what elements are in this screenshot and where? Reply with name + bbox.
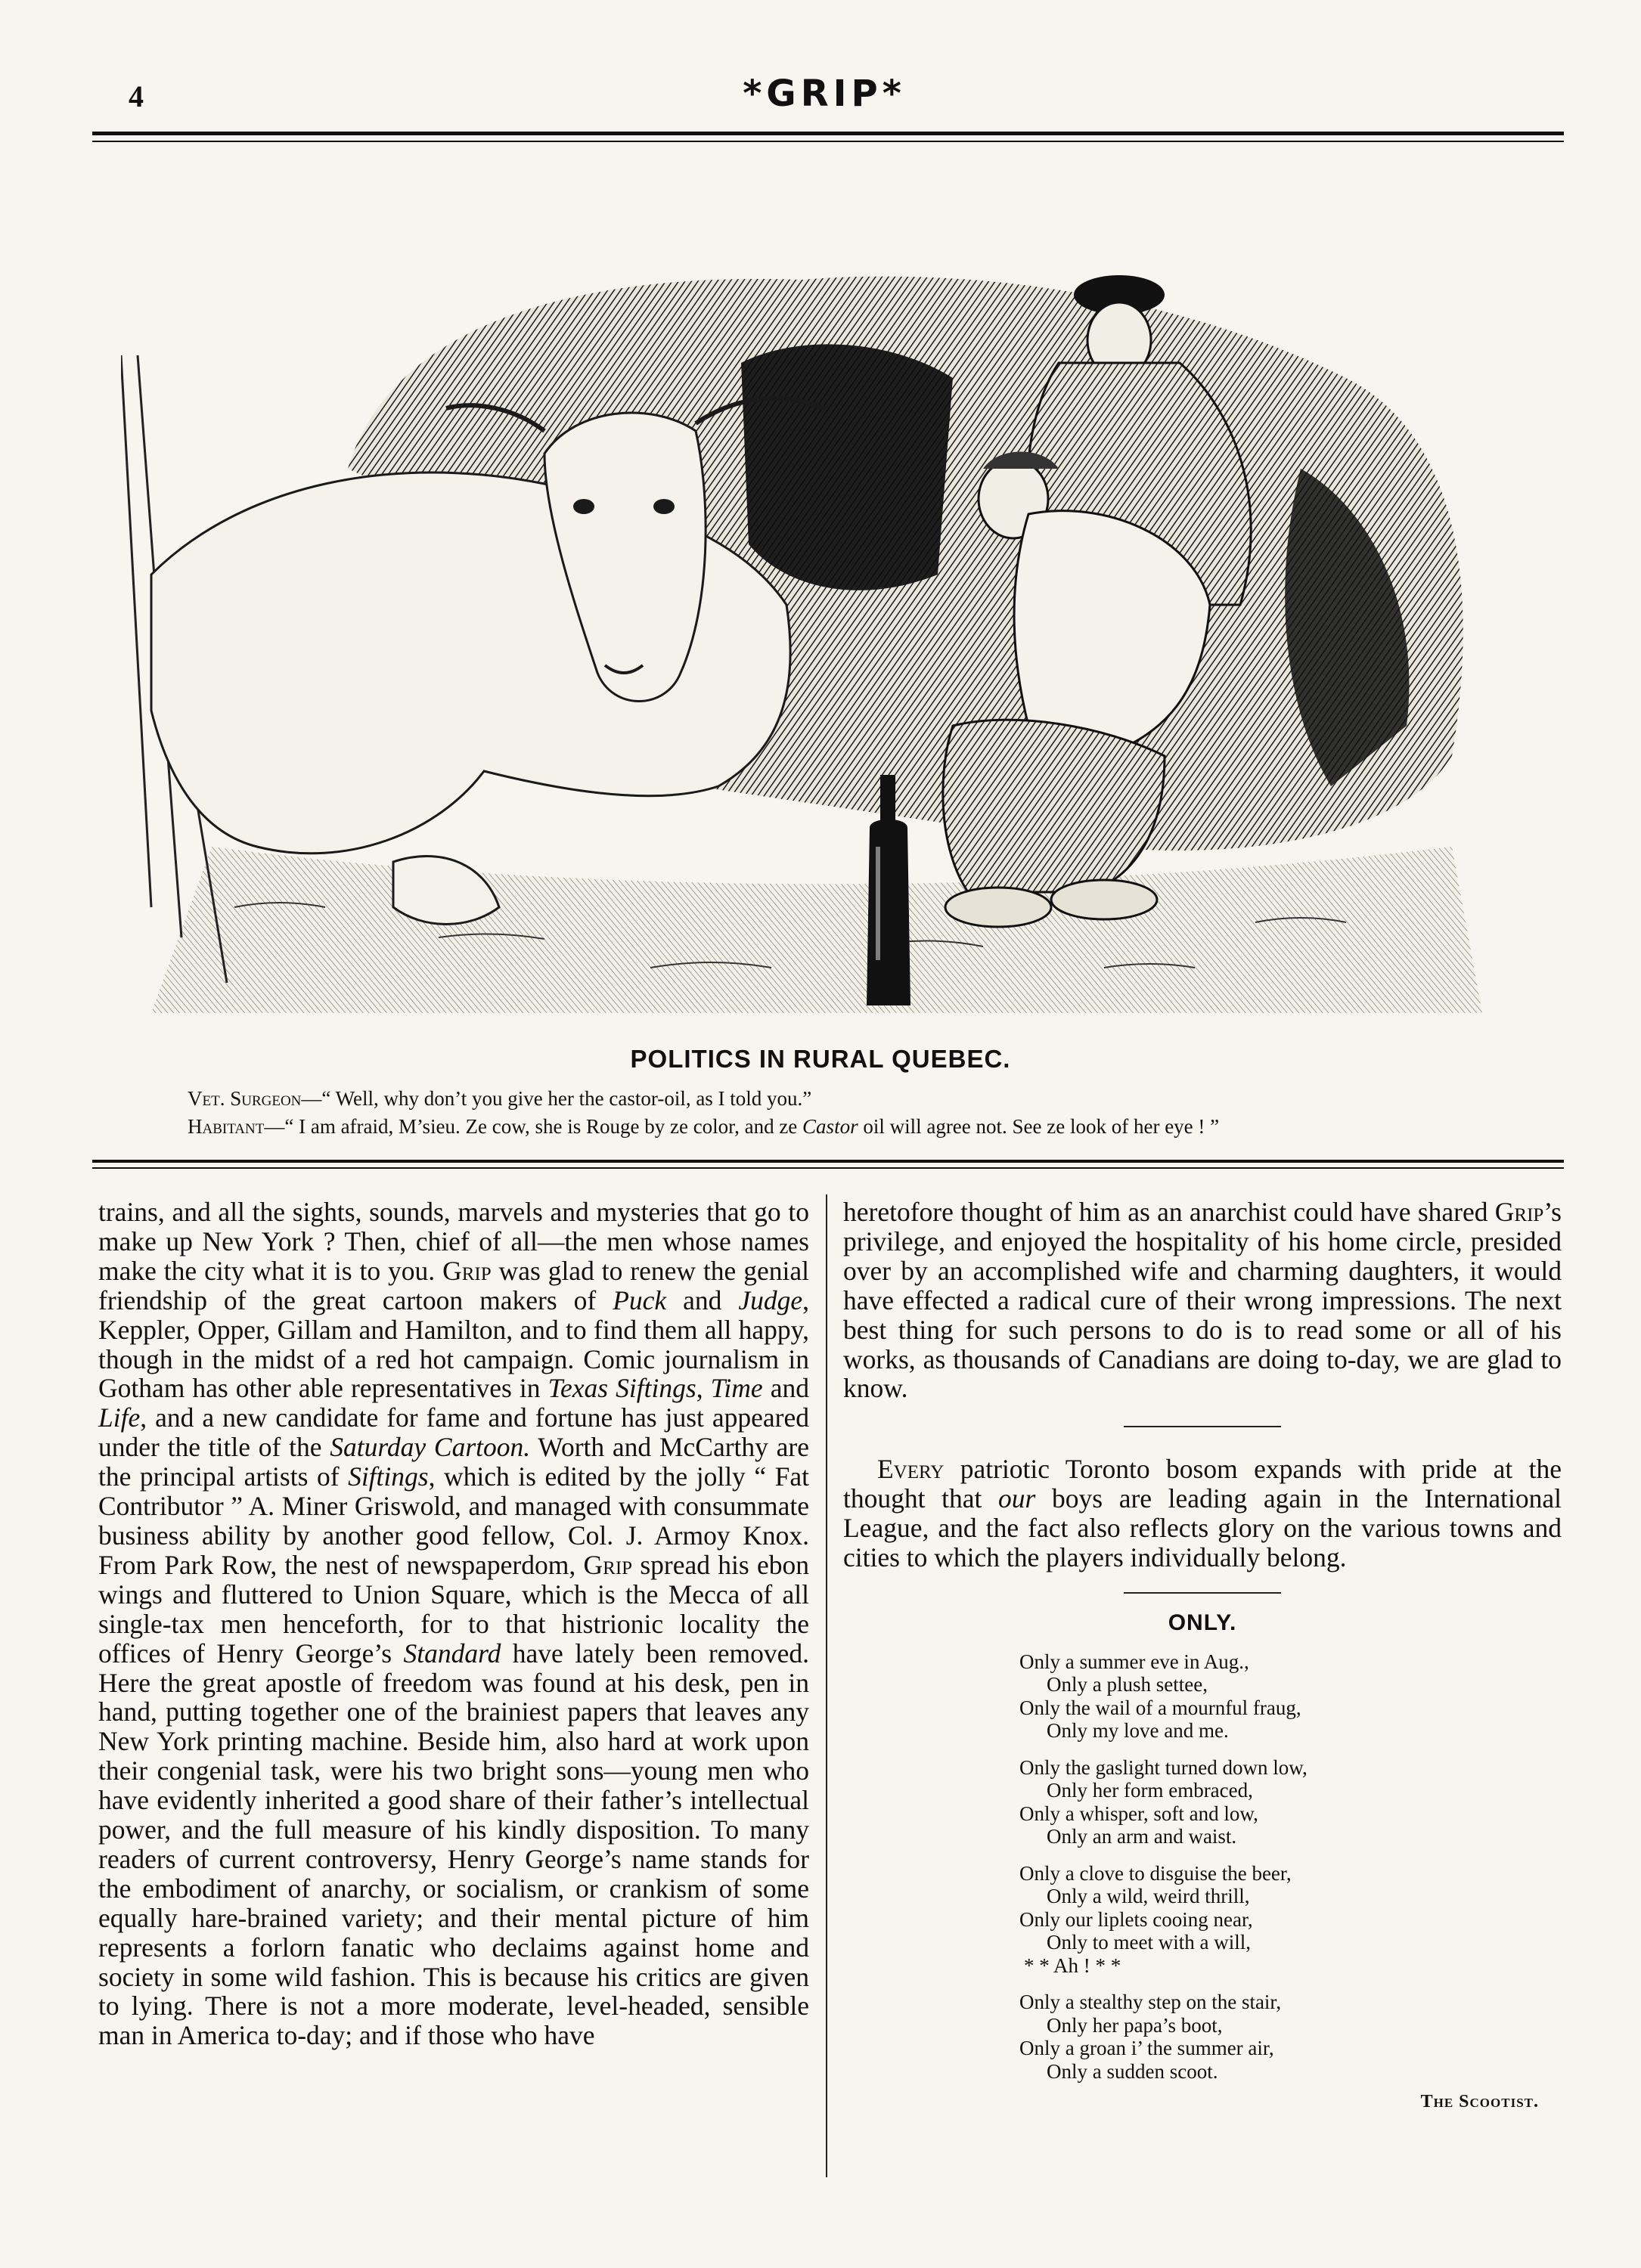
left-column-article	[98, 1198, 809, 2050]
article-paragraph-2	[843, 1455, 1562, 1572]
poem-line: Only a sudden scoot.	[1047, 2059, 1218, 2083]
grip-name: Grip	[1494, 1197, 1544, 1227]
poem-line: Only a plush settee,	[1047, 1673, 1208, 1696]
poem-line: Only a whisper, soft and low,	[1019, 1802, 1258, 1825]
publication-name: Saturday Cartoon.	[330, 1432, 531, 1463]
section-divider	[1124, 1592, 1281, 1594]
section-divider	[1124, 1426, 1281, 1427]
poem-stanza-3	[1019, 1862, 1562, 1978]
speaker-habitant: Habitant	[188, 1115, 265, 1138]
grip-name: Grip	[583, 1549, 633, 1580]
poem-stanza-2	[1019, 1756, 1562, 1848]
poem-line: Only a stealthy step on the stair,	[1019, 1991, 1282, 2014]
poem-line: Only a clove to disguise the beer,	[1019, 1861, 1292, 1885]
poem-stanza-1	[1019, 1650, 1562, 1743]
text-run: boys are leading again in the International League, and the fact also reflects glory on the various towns and cities to which the players individually belong.	[843, 1483, 1562, 1573]
text-run: Worth and McCarthy are the principal artists of	[98, 1432, 809, 1492]
caption-line-vet	[188, 1087, 811, 1111]
column-divider	[826, 1194, 827, 2177]
text-run: patriotic Toronto bosom expands with pride at the thought that	[843, 1454, 1562, 1514]
poem-signature: The Scootist.	[1420, 2092, 1539, 2112]
poem-line: Only an arm and waist.	[1047, 1825, 1237, 1848]
poem-line: Only her papa’s boot,	[1047, 2013, 1223, 2037]
poem-line: Only a summer eve in Aug.,	[1019, 1650, 1249, 1673]
text-run: Every	[877, 1454, 945, 1485]
illustration-title: POLITICS IN RURAL QUEBEC.	[630, 1045, 1011, 1073]
poem-line: Only her form embraced,	[1047, 1779, 1253, 1802]
poem-line: Only our liplets cooing near,	[1019, 1907, 1253, 1931]
page-header	[91, 73, 1558, 118]
text-run: , Keppler, Opper, Gillam and Hamilton, and to find them all happy, though in the midst of a red hot campaign. Comic journalism in Gotham has other able representatives in	[98, 1284, 809, 1404]
page-number: 4	[129, 79, 144, 113]
publication-name: Puck	[613, 1284, 667, 1315]
speaker-vet: Vet. Surgeon	[188, 1087, 302, 1110]
poem-line: Only the gaslight turned down low,	[1019, 1755, 1308, 1779]
publication-name: Life	[98, 1402, 141, 1433]
poem-line: Only a groan i’ the summer air,	[1019, 2037, 1274, 2060]
poem-line: Only my love and me.	[1047, 1719, 1229, 1743]
caption-line-habitant	[188, 1115, 1219, 1139]
text-run: spread his ebon wings and fluttered to Union Square, which is the Mecca of all single-tax men henceforth, for to that histrionic locality the offices of Henry George’s	[98, 1549, 809, 1668]
masthead-title: *GRIP*	[743, 73, 906, 115]
text-run: ,	[696, 1373, 711, 1404]
text-run: heretofore thought of him as an anarchist could have shared	[843, 1197, 1495, 1227]
caption-habitant-text-a: —“ I am afraid, M’sieu. Ze cow, she is Rouge by ze color, and ze	[264, 1115, 803, 1138]
caption-rule-thick	[92, 1160, 1564, 1163]
poem-title: ONLY.	[1168, 1610, 1237, 1635]
text-run: and	[666, 1284, 739, 1315]
poem-stars-line: * * Ah ! * *	[1024, 1954, 1121, 1977]
article-paragraph	[98, 1198, 809, 2050]
text-run: trains, and all the sights, sounds, marvels and mysteries that go to make up New York ? Then, chief of all—the men whose names make the city what it is to you.	[98, 1197, 809, 1286]
grip-name: Grip	[442, 1255, 492, 1286]
text-run: was glad to renew the genial friendship of the great cartoon makers of	[98, 1255, 809, 1315]
text-run: , and a new candidate for fame and fortune has just appeared under the title of the	[98, 1402, 809, 1463]
caption-habitant-italic: Castor	[802, 1115, 858, 1138]
header-rule-thin	[92, 141, 1564, 142]
caption-rule-thin	[92, 1167, 1564, 1169]
text-run: and	[762, 1373, 809, 1404]
text-run: , which is edited by the jolly “ Fat Contributor ” A. Miner Griswold, and managed with consummate business ability by another good fellow, Col. J. Armoy Knox. From Park Row, the nest of newspaperdom,	[98, 1461, 809, 1580]
straw-ground	[151, 847, 1482, 1013]
cartoon-illustration	[121, 181, 1528, 1028]
poem-line: Only the wail of a mournful fraug,	[1019, 1696, 1301, 1719]
caption-vet-text: —“ Well, why don’t you give her the castor-oil, as I told you.”	[301, 1087, 812, 1110]
article-paragraph-1	[843, 1198, 1562, 1403]
publication-name: Time	[710, 1373, 763, 1404]
caption-habitant-text-b: oil will agree not. See ze look of her eye ! ”	[858, 1115, 1220, 1138]
poem-line: Only to meet with a will,	[1047, 1931, 1251, 1954]
publication-name: Judge	[738, 1284, 803, 1315]
publication-name: Siftings	[348, 1461, 429, 1492]
emphasis: our	[998, 1483, 1036, 1514]
right-column-article	[843, 1198, 1562, 2117]
publication-name: Standard	[403, 1637, 501, 1668]
text-run: have lately been removed. Here the great apostle of freedom was found at his desk, pen in hand, putting together one of the brainiest papers that leaves any New York printing machine. Beside him, also hard at work upon their congenial task, were his two bright sons—young men who have evidently inherited a good share of their father’s intellectual power, and the full measure of his kindly disposition. To many readers of current controversy, Henry George’s name stands for the embodiment of anarchy, or socialism, or crankism of some equally hare-brained variety; and their mental picture of him represents a forlorn fanatic who declaims against home and society in some wild fashion. This is because his critics are given to lying. There is not a more moderate, level-headed, sensible man in America to-day; and if those who have	[98, 1637, 809, 2051]
header-rule-thick	[92, 132, 1564, 135]
publication-name: Texas Siftings	[548, 1373, 696, 1404]
text-run: ’s privilege, and enjoyed the hospitality of his home circle, presided over by an accomplished wife and charming daughters, it would have effected a radical cure of their wrong impressions. The next best thing for such persons to do is to read some or all of his works, as thousands of Canadians are doing to-day, we are glad to know.	[843, 1197, 1562, 1404]
poem-stanza-4	[1019, 1991, 1562, 2083]
poem-line: Only a wild, weird thrill,	[1047, 1885, 1250, 1908]
